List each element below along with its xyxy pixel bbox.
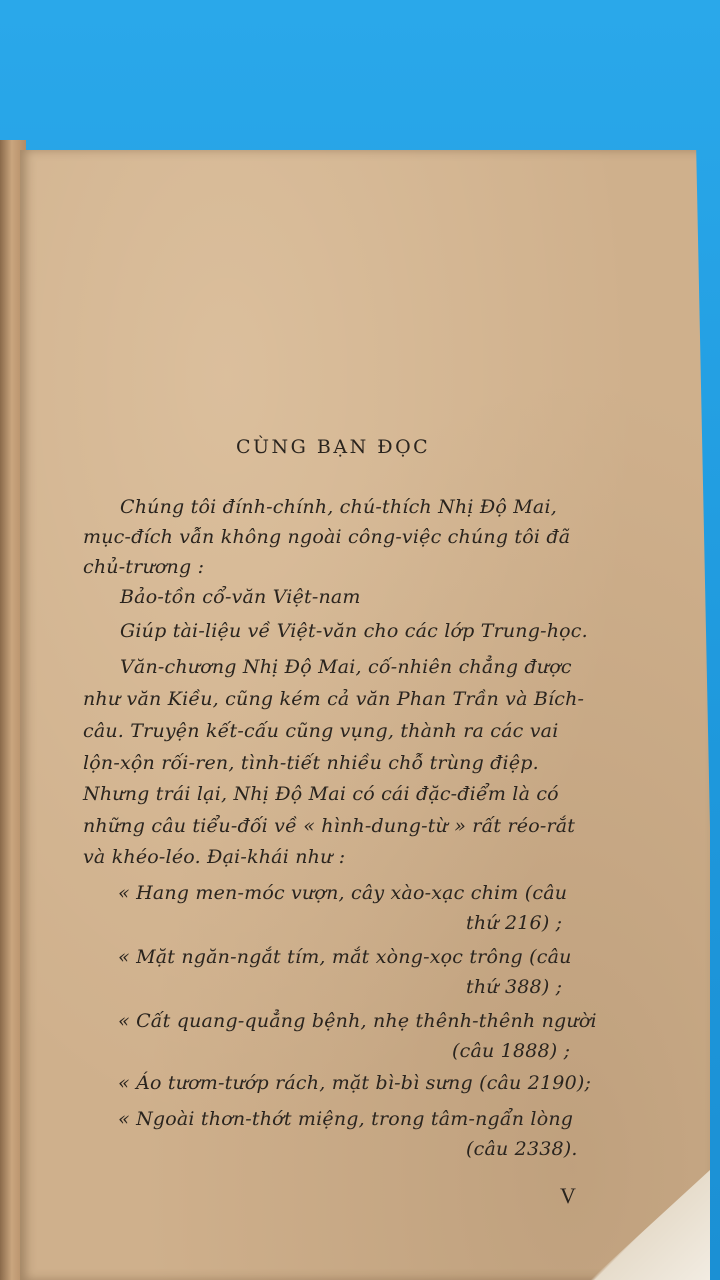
text-line: như văn Kiều, cũng kém cả văn Phan Trần và Bích- xyxy=(83,688,585,710)
quote-line: « Ngoài thơn-thớt miệng, trong tâm-ngẩn lòng xyxy=(118,1108,574,1130)
quote-line: thứ 216) ; xyxy=(466,912,563,934)
quote-line: (câu 1888) ; xyxy=(452,1040,571,1062)
text-line: những câu tiểu-đối về « hình-dung-từ » rất réo-rắt xyxy=(83,815,576,837)
text-line: Giúp tài-liệu về Việt-văn cho các lớp Trung-học. xyxy=(120,620,588,642)
worn-page-corner xyxy=(590,1170,710,1280)
text-line: Chúng tôi đính-chính, chú-thích Nhị Độ Mai, xyxy=(120,496,557,518)
quote-line: « Cất quang-quẳng bệnh, nhẹ thênh-thênh người xyxy=(118,1010,597,1032)
text-line: Nhưng trái lại, Nhị Độ Mai có cái đặc-điểm là có xyxy=(83,783,559,805)
text-line: Văn-chương Nhị Độ Mai, cố-nhiên chẳng được xyxy=(120,656,572,678)
text-line: câu. Truyện kết-cấu cũng vụng, thành ra các vai xyxy=(83,720,559,742)
page-heading: CÙNG BẠN ĐỌC xyxy=(236,436,431,458)
quote-line: « Hang men-móc vượn, cây xào-xạc chim (câu xyxy=(118,882,568,904)
text-line: mục-đích vẫn không ngoài công-việc chúng tôi đã xyxy=(83,526,571,548)
quote-line: thứ 388) ; xyxy=(466,976,563,998)
quote-line: (câu 2338). xyxy=(466,1138,578,1160)
text-line: và khéo-léo. Đại-khái như : xyxy=(83,846,346,868)
page-number: V xyxy=(560,1183,576,1208)
quote-line: « Mặt ngăn-ngắt tím, mắt xòng-xọc trông (câu xyxy=(118,946,572,968)
text-line: chủ-trương : xyxy=(83,556,205,578)
quote-line: « Áo tươm-tướp rách, mặt bì-bì sưng (câu 2190); xyxy=(118,1072,592,1094)
text-line: Bảo-tồn cổ-văn Việt-nam xyxy=(120,586,361,608)
text-line: lộn-xộn rối-ren, tình-tiết nhiều chỗ trùng điệp. xyxy=(83,752,539,774)
